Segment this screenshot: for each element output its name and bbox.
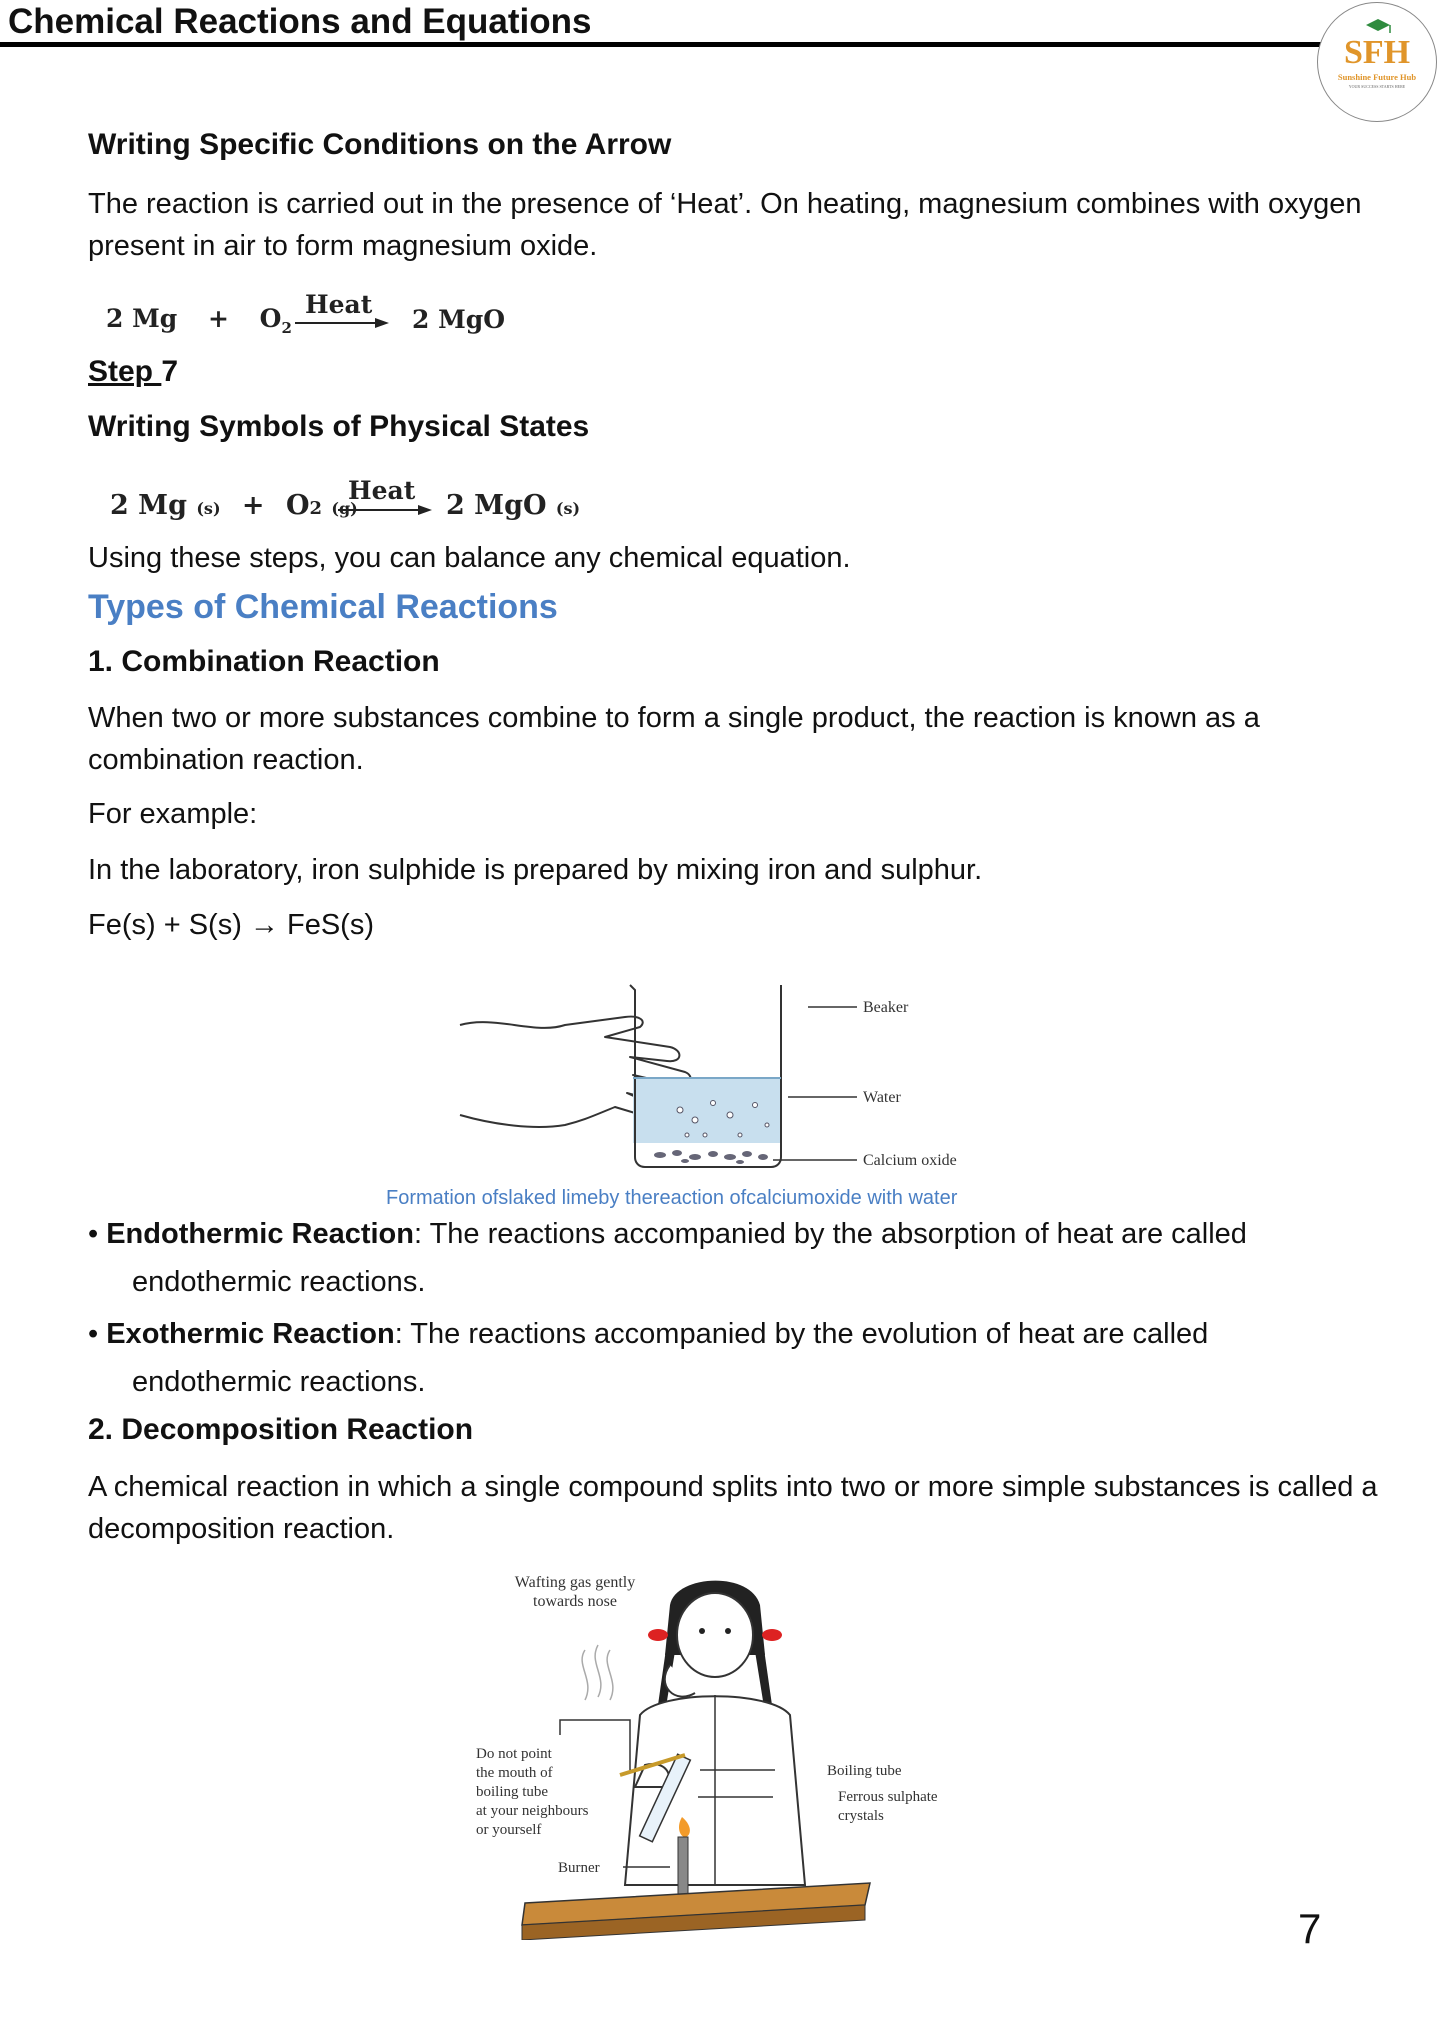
warn-line-5: or yourself: [476, 1822, 542, 1838]
logo-tagline: YOUR SUCCESS STARTS HERE: [1348, 84, 1406, 89]
eq1-plus: +: [207, 304, 229, 333]
step-word: Step: [88, 355, 162, 388]
burner-label: Burner: [558, 1860, 600, 1876]
section-heading-conditions: Writing Specific Conditions on the Arrow: [88, 128, 672, 161]
example-text: In the laboratory, iron sulphide is prepared by mixing iron and sulphur.: [88, 854, 983, 886]
water-label: Water: [863, 1089, 901, 1106]
bullet-exothermic: [88, 1310, 1398, 1406]
ferrous-label-1: Ferrous sulphate: [838, 1789, 938, 1805]
example-label: For example:: [88, 798, 258, 830]
section-paragraph-heat: The reaction is carried out in the presence of ‘Heat’. On heating, magnesium combines with oxygen present in air to form magnesium oxide.: [88, 188, 1362, 262]
balance-note: Using these steps, you can balance any chemical equation.: [88, 542, 851, 574]
eq1-reactant-mg: 2 Mg: [106, 304, 178, 333]
beaker-label: Beaker: [863, 999, 909, 1016]
eq2-heat-label: Heat: [348, 476, 416, 505]
header-rule: [0, 42, 1400, 47]
warn-line-3: boiling tube: [476, 1784, 549, 1800]
exothermic-text: : The reactions accompanied by the evolution of heat are called: [394, 1318, 1209, 1350]
eq2-product: [446, 490, 580, 521]
combination-heading: 1. Combination Reaction: [88, 645, 440, 678]
bullet-icon: •: [88, 1218, 107, 1250]
eq2-product-mgo: 2 MgO: [446, 490, 547, 521]
eq1-product: 2 MgO: [412, 305, 506, 334]
calcium-oxide-label: Calcium oxide: [863, 1152, 957, 1169]
eq2-o-subscript: 2: [309, 498, 323, 519]
warn-line-4: at your neighbours: [476, 1803, 589, 1819]
ferrous-sulphate-figure: [470, 1565, 990, 1940]
ferrous-label-2: crystals: [838, 1808, 884, 1824]
eq2-state-1: (s): [196, 499, 221, 518]
eq1-arrow-icon: [295, 316, 390, 330]
beaker-figure: [455, 975, 1000, 1175]
decomposition-heading: 2. Decomposition Reaction: [88, 1413, 474, 1446]
endothermic-text: : The reactions accompanied by the absorption of heat are called: [414, 1218, 1247, 1250]
eq2-arrow-icon: [338, 503, 433, 517]
iron-sulphide-equation: Fe(s) + S(s) → FeS(s): [88, 909, 374, 941]
endothermic-term: Endothermic Reaction: [106, 1218, 414, 1250]
exothermic-cont: endothermic reactions.: [132, 1366, 426, 1398]
logo-icon: [1318, 3, 1436, 121]
calcium-oxide-layer: [654, 1150, 768, 1164]
page-number: 7: [1298, 1905, 1322, 1952]
combination-paragraph: When two or more substances combine to form a single product, the reaction is known as a combination reaction.: [88, 702, 1260, 776]
endothermic-cont: endothermic reactions.: [132, 1266, 426, 1298]
types-title: Types of Chemical Reactions: [88, 588, 558, 626]
eq2-state-2: (g): [331, 499, 358, 518]
bullet-endothermic: [88, 1210, 1398, 1306]
boiling-tube-label: Boiling tube: [827, 1763, 902, 1779]
step-number: 7: [161, 355, 179, 388]
logo-monogram: SFH: [1343, 34, 1411, 71]
exothermic-term: Exothermic Reaction: [106, 1318, 395, 1350]
logo-brand: Sunshine Future Hub: [1337, 72, 1417, 82]
eq1-heat-label: Heat: [305, 290, 373, 319]
brand-logo: [1317, 2, 1437, 122]
bullet-icon: •: [88, 1318, 107, 1350]
eq1-o-subscript: 2: [281, 319, 292, 337]
warn-line-1: Do not point: [476, 1746, 552, 1762]
eq2-reactant-o: O: [285, 490, 310, 521]
equation-mg-states: [110, 490, 358, 521]
step-heading: [88, 355, 178, 389]
eq2-plus: +: [241, 490, 265, 521]
warn-line-2: the mouth of: [476, 1765, 553, 1781]
eq1-reactant-o: O: [259, 304, 282, 333]
decomposition-paragraph: A chemical reaction in which a single compound splits into two or more simple substances is called a decomposition reaction.: [88, 1471, 1378, 1545]
section-heading-states: Writing Symbols of Physical States: [88, 410, 590, 443]
gas-waft-icon: [582, 1645, 613, 1700]
figure1-caption: Formation ofslaked limeby thereaction ofcalciumoxide with water: [386, 1187, 958, 1209]
table-icon: [522, 1883, 870, 1940]
waft-label-2: towards nose: [533, 1593, 617, 1610]
equation-mg-heat: [106, 304, 292, 337]
eq2-state-3: (s): [555, 499, 581, 518]
waft-label-1: Wafting gas gently: [514, 1574, 636, 1591]
page-title: Chemical Reactions and Equations: [8, 2, 592, 41]
eq2-reactant-mg: 2 Mg: [110, 490, 187, 521]
